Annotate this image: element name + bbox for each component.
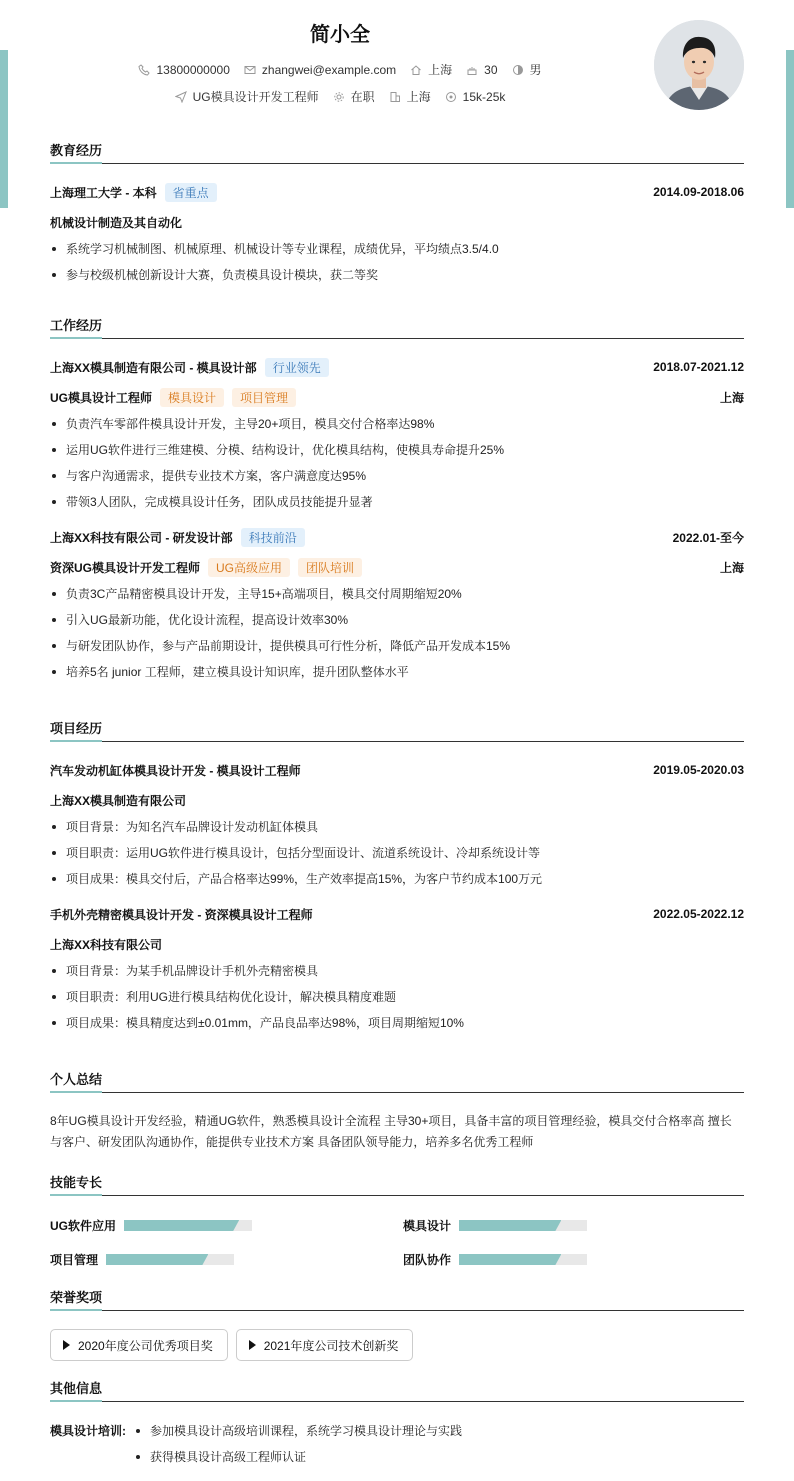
other-bullets — [134, 1418, 462, 1470]
other-section — [50, 1378, 744, 1470]
list-item: 引入UG最新功能，优化设计流程，提高设计效率30% — [50, 607, 744, 633]
list-item: 参与校级机械创新设计大赛，负责模具设计模块，获二等奖 — [50, 262, 744, 288]
project-company-row — [50, 790, 744, 810]
skill-bar — [124, 1220, 252, 1231]
list-item: 负责3C产品精密模具设计开发，主导15+高端项目，模具交付周期缩短20% — [50, 581, 744, 607]
project-company-row — [50, 934, 744, 954]
skill-bar-fill — [106, 1254, 208, 1265]
list-item: 项目职责：运用UG软件进行模具设计，包括分型面设计、流道系统设计、冷却系统设计等 — [50, 840, 744, 866]
project-title: 手机外壳精密模具设计开发 - 资深模具设计工程师 — [50, 907, 313, 922]
work-period: 2022.01-至今 — [672, 530, 744, 545]
skills-grid — [50, 1196, 744, 1267]
awards-title: 荣誉奖项 — [50, 1287, 744, 1311]
skill-name: 项目管理 — [50, 1253, 99, 1267]
major-name: 机械设计制造及其自动化 — [50, 215, 183, 230]
projects-section — [50, 718, 744, 1036]
salary-text: 15k-25k — [462, 89, 506, 104]
summary-title: 个人总结 — [50, 1069, 744, 1093]
gender-icon — [512, 64, 524, 76]
list-item: 带领3人团队，完成模具设计任务，团队成员技能提升显著 — [50, 489, 744, 515]
mail-icon — [244, 64, 256, 76]
send-icon — [175, 91, 187, 103]
work-role-row — [50, 557, 744, 577]
skill-bar-fill — [459, 1220, 561, 1231]
coin-icon — [445, 91, 457, 103]
home-icon — [410, 64, 422, 76]
skill-bar-fill — [124, 1220, 239, 1231]
role-tag: 模具设计 — [160, 388, 224, 407]
role-tag: 团队培训 — [298, 558, 362, 577]
school-name: 上海理工大学 - 本科 — [50, 185, 157, 200]
age-info — [466, 63, 497, 77]
list-item: 参加模具设计高级培训课程，系统学习模具设计理论与实践 — [134, 1418, 462, 1444]
project-bullets — [50, 958, 744, 1036]
target-job-info — [175, 88, 319, 105]
role-tag: 项目管理 — [232, 388, 296, 407]
other-row — [50, 1418, 744, 1470]
list-item: 项目成果：模具交付后，产品合格率达99%，生产效率提高15%，为客户节约成本100万元 — [50, 866, 744, 892]
project-period: 2019.05-2020.03 — [653, 763, 744, 777]
school-tag: 省重点 — [165, 183, 217, 202]
major-row — [50, 212, 744, 232]
awards-section — [50, 1287, 744, 1361]
skill-bar — [106, 1254, 234, 1265]
list-item: 培养5名 junior 工程师，建立模具设计知识库，提升团队整体水平 — [50, 659, 744, 685]
project-header-row — [50, 904, 744, 924]
skill-item — [403, 1217, 587, 1234]
status-text: 在职 — [350, 90, 375, 104]
award-text: 2021年度公司技术创新奖 — [263, 1338, 399, 1353]
skills-section — [50, 1172, 744, 1267]
list-item: 与客户沟通需求，提供专业技术方案，客户满意度达95% — [50, 463, 744, 489]
skill-bar — [459, 1220, 587, 1231]
avatar — [654, 20, 744, 110]
project-period: 2022.05-2022.12 — [653, 907, 744, 921]
education-bullets — [50, 236, 744, 288]
target-city-info — [389, 88, 431, 105]
other-label: 模具设计培训: — [50, 1424, 126, 1438]
work-bullets — [50, 411, 744, 515]
company-tag: 行业领先 — [265, 358, 329, 377]
email-info — [244, 63, 396, 77]
list-item: 项目成果：模具精度达到±0.01mm，产品良品率达98%，项目周期缩短10% — [50, 1010, 744, 1036]
project-header-row — [50, 760, 744, 780]
candidate-name: 简小全 — [310, 24, 370, 46]
gender-info — [512, 61, 542, 78]
building-icon — [389, 91, 401, 103]
projects-title: 项目经历 — [50, 718, 744, 742]
status-info — [333, 88, 375, 105]
cake-icon — [466, 64, 478, 76]
skill-item — [50, 1251, 234, 1268]
email-text: zhangwei@example.com — [261, 62, 397, 77]
other-title: 其他信息 — [50, 1378, 744, 1402]
work-location: 上海 — [719, 390, 744, 405]
company-name: 上海XX科技有限公司 - 研发设计部 — [50, 530, 233, 545]
project-title: 汽车发动机缸体模具设计开发 - 模具设计工程师 — [50, 763, 301, 778]
skill-bar-fill — [459, 1254, 561, 1265]
company-name: 上海XX模具制造有限公司 - 模具设计部 — [50, 360, 257, 375]
contact-row — [0, 61, 680, 78]
skill-bar — [459, 1254, 587, 1265]
phone-icon — [138, 64, 150, 76]
city-text: 上海 — [428, 63, 453, 77]
award-text: 2020年度公司优秀项目奖 — [78, 1338, 213, 1353]
work-bullets — [50, 581, 744, 685]
summary-section — [50, 1069, 744, 1153]
list-item: 系统学习机械制图、机械原理、机械设计等专业课程，成绩优异，平均绩点3.5/4.0 — [50, 236, 744, 262]
project-company: 上海XX科技有限公司 — [50, 937, 163, 952]
list-item: 负责汽车零部件模具设计开发，主导20+项目，模具交付合格率达98% — [50, 411, 744, 437]
education-header-row — [50, 182, 744, 202]
work-location: 上海 — [719, 560, 744, 575]
summary-line: 8年UG模具设计开发经验，精通UG软件，熟悉模具设计全流程 主导30+项目，具备丰富的项目管理经验，模具交付合格率高 擅长 — [50, 1114, 732, 1128]
work-company-row — [50, 527, 744, 547]
summary-text — [50, 1111, 744, 1153]
list-item: 运用UG软件进行三维建模、分模、结构设计，优化模具结构，使模具寿命提升25% — [50, 437, 744, 463]
triangle-right-icon — [249, 1340, 256, 1350]
award-item — [50, 1329, 228, 1361]
resume-header — [0, 0, 794, 120]
role-tag: UG高级应用 — [208, 558, 290, 577]
award-item — [236, 1329, 414, 1361]
triangle-right-icon — [63, 1340, 70, 1350]
education-title: 教育经历 — [50, 140, 744, 164]
salary-info — [445, 90, 506, 104]
role-name: UG模具设计工程师 — [50, 390, 153, 405]
city-info — [410, 61, 452, 78]
target-job-text: UG模具设计开发工程师 — [192, 90, 319, 104]
summary-line: 与客户、研发团队沟通协作，能提供专业技术方案 具备团队领导能力，培养多名优秀工程师 — [50, 1135, 534, 1149]
skill-name: UG软件应用 — [50, 1219, 117, 1233]
list-item: 项目职责：利用UG进行模具结构优化设计，解决模具精度难题 — [50, 984, 744, 1010]
phone-text: 13800000000 — [156, 62, 230, 77]
skill-item — [50, 1217, 252, 1234]
awards-list — [50, 1329, 744, 1361]
target-city-text: 上海 — [406, 90, 431, 104]
list-item: 与研发团队协作，参与产品前期设计，提供模具可行性分析，降低产品开发成本15% — [50, 633, 744, 659]
education-section — [50, 140, 744, 288]
list-item: 获得模具设计高级工程师认证 — [134, 1444, 462, 1470]
education-period: 2014.09-2018.06 — [653, 185, 744, 199]
skills-title: 技能专长 — [50, 1172, 744, 1196]
job-intent-row — [0, 88, 680, 105]
phone-info — [138, 63, 229, 77]
work-period: 2018.07-2021.12 — [653, 360, 744, 374]
gender-text: 男 — [529, 63, 542, 77]
work-title: 工作经历 — [50, 315, 744, 339]
list-item: 项目背景：为某手机品牌设计手机外壳精密模具 — [50, 958, 744, 984]
skill-name: 模具设计 — [403, 1219, 452, 1233]
avatar-portrait-icon — [654, 20, 744, 110]
skill-name: 团队协作 — [403, 1253, 452, 1267]
role-name: 资深UG模具设计开发工程师 — [50, 560, 201, 575]
work-role-row — [50, 387, 744, 407]
project-company: 上海XX模具制造有限公司 — [50, 793, 187, 808]
age-text: 30 — [484, 62, 498, 77]
skill-item — [403, 1251, 587, 1268]
work-company-row — [50, 357, 744, 377]
work-section — [50, 315, 744, 685]
gear-icon — [333, 91, 345, 103]
company-tag: 科技前沿 — [241, 528, 305, 547]
project-bullets — [50, 814, 744, 892]
list-item: 项目背景：为知名汽车品牌设计发动机缸体模具 — [50, 814, 744, 840]
